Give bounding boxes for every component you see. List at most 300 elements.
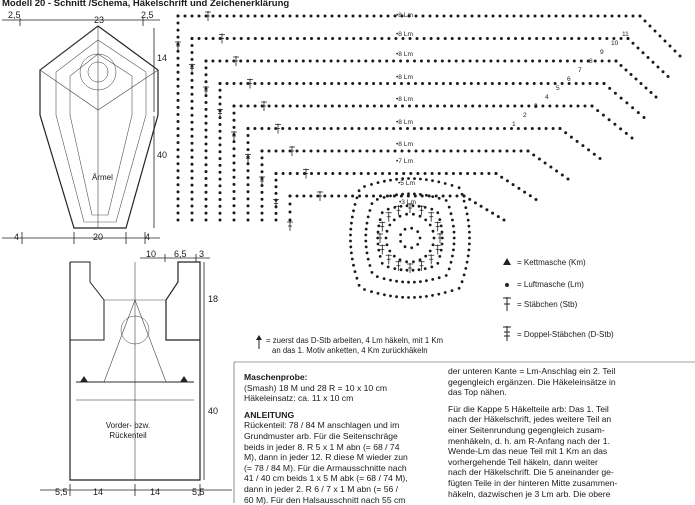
chain-dot [399, 258, 402, 261]
chain-dot [302, 195, 305, 198]
chain-dot [177, 176, 180, 179]
stitch-mark [379, 222, 385, 232]
chain-dot [526, 82, 529, 85]
stitch-mark [203, 86, 209, 96]
chain-dot [407, 296, 410, 299]
chain-dot [261, 170, 264, 173]
sleeve-dim-bottom-right: 4 [145, 232, 151, 242]
chain-dot [406, 269, 409, 272]
chain-dot [364, 127, 367, 130]
chain-dot [443, 105, 446, 108]
chain-dot [625, 15, 628, 18]
chain-dot [468, 127, 471, 130]
chain-count-label: •8 Lm [396, 74, 413, 81]
chain-dot [337, 60, 340, 63]
chain-dot [401, 150, 404, 153]
chain-dot [483, 60, 486, 63]
chain-dot [253, 60, 256, 63]
chain-dot [437, 293, 440, 296]
chain-dot [275, 105, 278, 108]
chain-dot [177, 212, 180, 215]
chain-dot [602, 114, 605, 117]
chain-dot [527, 150, 530, 153]
chain-dot [644, 20, 647, 23]
chain-dot [464, 105, 467, 108]
chain-dot [233, 15, 236, 18]
chain-dot [435, 82, 438, 85]
chain-dot [499, 105, 502, 108]
chain-dot [177, 64, 180, 67]
chain-dot [540, 82, 543, 85]
chain-dot [527, 15, 530, 18]
chain-dot [369, 209, 372, 212]
stitch-mark [435, 244, 441, 254]
chain-dot [524, 60, 527, 63]
chain-dot [392, 127, 395, 130]
body-dim-right-top: 18 [208, 294, 219, 304]
chain-dot [496, 127, 499, 130]
chain-dot [436, 150, 439, 153]
chain-dot [240, 15, 243, 18]
chain-dot [451, 255, 454, 258]
chain-dot [191, 149, 194, 152]
chain-dot [441, 231, 444, 234]
chain-dot [219, 171, 222, 174]
chain-dot [317, 15, 320, 18]
chain-dot [401, 281, 404, 284]
chain-dot [413, 127, 416, 130]
chain-dot [393, 82, 396, 85]
chain-dot [425, 279, 428, 282]
chain-dot [555, 15, 558, 18]
chain-dot [373, 105, 376, 108]
chain-dot [275, 37, 278, 40]
chain-dot [275, 192, 278, 195]
chain-dot [239, 60, 242, 63]
chain-dot [517, 60, 520, 63]
chain-dot [364, 240, 367, 243]
chain-dot [205, 170, 208, 173]
chain-dot [205, 129, 208, 132]
stitch-mark [189, 64, 195, 74]
body-dim-bottom-2: 14 [93, 487, 104, 497]
chain-dot [254, 37, 257, 40]
chain-dot [365, 195, 368, 198]
chain-dot [669, 45, 672, 48]
chain-dot [404, 228, 407, 231]
chain-dot [281, 60, 284, 63]
chain-dot [453, 243, 456, 246]
chain-dot [532, 154, 535, 157]
row-number-label: 4 [545, 94, 549, 101]
chain-dot [399, 240, 402, 243]
col2-line: das Top nähen. [448, 387, 507, 398]
chain-dot [422, 15, 425, 18]
chain-dot [268, 105, 271, 108]
chain-dot [442, 82, 445, 85]
stitch-mark [259, 176, 265, 186]
chain-dot [408, 105, 411, 108]
chain-dot [177, 155, 180, 158]
chain-dot [465, 37, 468, 40]
chain-dot [369, 264, 372, 267]
chain-dot [471, 105, 474, 108]
col2-line: einer Seitenrundung gegengleich zusam- [448, 424, 605, 435]
chain-dot [402, 172, 405, 175]
chain-dot [464, 206, 467, 209]
chain-dot [419, 215, 422, 218]
chain-dot [473, 172, 476, 175]
chain-dot [559, 127, 562, 130]
chain-dot [452, 249, 455, 252]
chain-dot [639, 15, 642, 18]
chain-dot [441, 127, 444, 130]
chain-dot [274, 82, 277, 85]
chain-dot [344, 195, 347, 198]
chain-dot [469, 60, 472, 63]
chain-dot [205, 66, 208, 69]
chain-dot [363, 288, 366, 291]
chain-dot [485, 208, 488, 211]
chain-dot [519, 82, 522, 85]
chain-dot [177, 106, 180, 109]
chain-dot [489, 127, 492, 130]
chain-dot [448, 206, 451, 209]
chain-dot [191, 205, 194, 208]
chain-dot [489, 60, 492, 63]
chain-dot [205, 115, 208, 118]
chain-dot [219, 143, 222, 146]
chain-dot [324, 172, 327, 175]
chain-dot [620, 97, 623, 100]
chain-dot [548, 15, 551, 18]
chain-dot [379, 255, 382, 258]
chain-dot [467, 219, 470, 222]
stitch-mark [231, 131, 237, 141]
chain-dot [594, 60, 597, 63]
chain-dot [219, 157, 222, 160]
chain-dot [584, 105, 587, 108]
chain-dot [323, 195, 326, 198]
chain-dot [205, 136, 208, 139]
chain-dot [587, 148, 590, 151]
chain-dot [233, 211, 236, 214]
chain-dot [444, 37, 447, 40]
rueckenteil-line: 41 / 40 cm beids 1 x 5 M abk (= 68 / 74 M), [244, 473, 408, 484]
chain-dot [466, 172, 469, 175]
chain-dot [254, 105, 257, 108]
chain-dot [282, 105, 285, 108]
chain-dot [191, 44, 194, 47]
chain-dot [506, 179, 509, 182]
chain-dot [559, 60, 562, 63]
chain-dot [337, 127, 340, 130]
chain-dot [219, 103, 222, 106]
chain-dot [233, 126, 236, 129]
chain-dot [219, 212, 222, 215]
chain-dot [177, 219, 180, 222]
chain-dot [498, 82, 501, 85]
chain-dot [496, 60, 499, 63]
chain-dot [645, 87, 648, 90]
chain-dot [354, 270, 357, 273]
chain-dot [351, 258, 354, 261]
chain-dot [455, 127, 458, 130]
chain-dot [385, 60, 388, 63]
chain-dot [625, 132, 628, 135]
chain-dot [405, 213, 408, 216]
chain-dot [381, 262, 384, 265]
chain-dot [487, 172, 490, 175]
chain-dot [420, 127, 423, 130]
chain-dot [247, 127, 250, 130]
chain-dot [632, 15, 635, 18]
chain-dot [205, 108, 208, 111]
chain-dot [535, 198, 538, 201]
chain-dot [380, 37, 383, 40]
chain-dot [431, 294, 434, 297]
chain-dot [261, 37, 264, 40]
chain-dot [191, 58, 194, 61]
chain-dot [424, 267, 427, 270]
chain-dot [580, 60, 583, 63]
chain-dot [455, 60, 458, 63]
chain-dot [289, 15, 292, 18]
chain-dot [191, 163, 194, 166]
chain-dot [479, 37, 482, 40]
chain-dot [649, 25, 652, 28]
chain-dot [404, 245, 407, 248]
chain-dot [274, 60, 277, 63]
chain-dot [323, 82, 326, 85]
chain-dot [513, 15, 516, 18]
chain-dot [349, 234, 352, 237]
chain-dot [177, 15, 180, 18]
chain-dot [352, 150, 355, 153]
chain-dot [416, 37, 419, 40]
chain-dot [275, 15, 278, 18]
chain-dot [358, 195, 361, 198]
chain-dot [615, 60, 618, 63]
chain-dot [366, 252, 369, 255]
legend-note-line1: = zuerst das D-Stb arbeiten, 4 Lm häkeln, mit 1 Km [266, 336, 444, 345]
chain-dot [468, 237, 471, 240]
chain-dot [356, 196, 359, 199]
chain-dot [357, 127, 360, 130]
chain-dot [376, 198, 379, 201]
chain-dot [491, 82, 494, 85]
chain-dot [435, 195, 438, 198]
chain-dot [177, 78, 180, 81]
chain-dot [366, 15, 369, 18]
body-dim-right-bottom: 40 [208, 406, 219, 416]
chain-dot [603, 82, 606, 85]
chain-dot [492, 150, 495, 153]
chain-dot [366, 150, 369, 153]
chain-dot [652, 61, 655, 64]
chain-dot [191, 191, 194, 194]
chain-dot [547, 82, 550, 85]
chain-dot [448, 268, 451, 271]
chain-dot [205, 156, 208, 159]
chain-dot [378, 60, 381, 63]
chain-dot [463, 82, 466, 85]
chain-dot [289, 195, 292, 198]
stitch-mark [379, 244, 385, 254]
chain-dot [296, 15, 299, 18]
stitch-mark [245, 154, 251, 164]
rueckenteil-line: Rückenteil: 78 / 84 M anschlagen und im [244, 420, 400, 431]
chain-dot [367, 216, 370, 219]
chain-dot [387, 15, 390, 18]
chain-dot [247, 37, 250, 40]
chain-dot [430, 37, 433, 40]
chain-dot [415, 15, 418, 18]
chain-dot [424, 172, 427, 175]
chain-dot [267, 60, 270, 63]
chain-dot [419, 280, 422, 283]
chain-dot [444, 182, 447, 185]
chain-dot [597, 15, 600, 18]
chain-dot [381, 211, 384, 214]
chain-dot [566, 60, 569, 63]
legend-double-crochet: = Stäbchen (Stb) [517, 300, 578, 309]
chain-dot [367, 172, 370, 175]
chain-dot [434, 127, 437, 130]
chain-dot [456, 82, 459, 85]
chain-dot [282, 150, 285, 153]
chain-dot [471, 15, 474, 18]
chain-dot [410, 227, 413, 230]
chain-dot [351, 82, 354, 85]
chain-dot [552, 127, 555, 130]
chain-dot [387, 105, 390, 108]
chain-dot [412, 213, 415, 216]
chain-dot [471, 150, 474, 153]
chain-dot [310, 150, 313, 153]
chain-dot [233, 119, 236, 122]
chain-dot [177, 134, 180, 137]
col2-line: der unteren Kante = Lm-Anschlag ein 2. Teil [448, 366, 616, 376]
col2-line: gegengleich ergänzen. Die Häkeleinsätze in [448, 376, 616, 387]
chain-dot [570, 136, 573, 139]
chain-dot [233, 82, 236, 85]
chain-dot [614, 92, 617, 95]
chain-dot [514, 37, 517, 40]
chain-dot [401, 193, 404, 196]
chain-dot [413, 60, 416, 63]
chain-dot [261, 212, 264, 215]
chain-dot [424, 255, 427, 258]
chain-dot [450, 212, 453, 215]
chain-dot [289, 172, 292, 175]
chain-dot [289, 203, 292, 206]
chain-dot [275, 150, 278, 153]
chain-dot [419, 178, 422, 181]
chain-dot [457, 150, 460, 153]
chain-dot [177, 162, 180, 165]
chain-dot [451, 289, 454, 292]
chain-dot [405, 260, 408, 263]
chain-dot [552, 60, 555, 63]
chain-dot [379, 82, 382, 85]
chain-dot [440, 225, 443, 228]
chain-dot [407, 192, 410, 195]
chain-dot [513, 105, 516, 108]
chain-dot [427, 127, 430, 130]
chain-dot [377, 292, 380, 295]
chain-dot [205, 80, 208, 83]
chain-dot [545, 60, 548, 63]
chain-dot [642, 51, 645, 54]
chain-dot [419, 237, 422, 240]
chain-dot [219, 130, 222, 133]
chain-dot [205, 205, 208, 208]
chain-dot [503, 127, 506, 130]
chain-dot [591, 37, 594, 40]
chain-dot [317, 37, 320, 40]
chain-dot [464, 150, 467, 153]
chain-count-label: •5 Lm [398, 180, 415, 187]
chain-dot [365, 228, 368, 231]
chain-dot [261, 15, 264, 18]
chain-dot [267, 82, 270, 85]
chain-dot [442, 195, 445, 198]
chain-dot [337, 195, 340, 198]
stitch-mark [386, 254, 392, 264]
chain-dot [647, 56, 650, 59]
chain-dot [482, 127, 485, 130]
chain-dot [354, 203, 357, 206]
chain-dot [555, 170, 558, 173]
chain-dot [219, 164, 222, 167]
chain-dot [177, 22, 180, 25]
chain-dot [437, 181, 440, 184]
chain-dot [191, 114, 194, 117]
chain-dot [191, 100, 194, 103]
rueckenteil-line: Grundmuster arb. Für die Seitenschräge [244, 430, 398, 441]
chain-dot [303, 105, 306, 108]
chain-dot [288, 127, 291, 130]
chain-dot [377, 225, 380, 228]
chain-dot [431, 195, 434, 198]
chain-dot [289, 37, 292, 40]
chain-dot [376, 275, 379, 278]
stitch-mark [287, 221, 293, 231]
chain-dot [400, 82, 403, 85]
chain-dot [219, 184, 222, 187]
chain-dot [424, 219, 427, 222]
chain-dot [267, 127, 270, 130]
chain-dot [261, 205, 264, 208]
stitch-mark [435, 222, 441, 232]
chain-dot [233, 197, 236, 200]
chain-dot [394, 105, 397, 108]
chain-dot [219, 178, 222, 181]
chain-dot [401, 105, 404, 108]
chain-dot [260, 60, 263, 63]
col2-line: fügten Teile in der hinteren Mitte zusammen- [448, 477, 618, 488]
chain-dot [303, 37, 306, 40]
chain-dot [399, 215, 402, 218]
rueckenteil-line: (= 78 / 84 M). Für die Armausschnitte nach [244, 462, 407, 473]
chain-dot [393, 219, 396, 222]
chain-dot [583, 15, 586, 18]
chain-dot [524, 127, 527, 130]
chain-dot [316, 82, 319, 85]
chain-dot [352, 209, 355, 212]
chain-dot [438, 276, 441, 279]
